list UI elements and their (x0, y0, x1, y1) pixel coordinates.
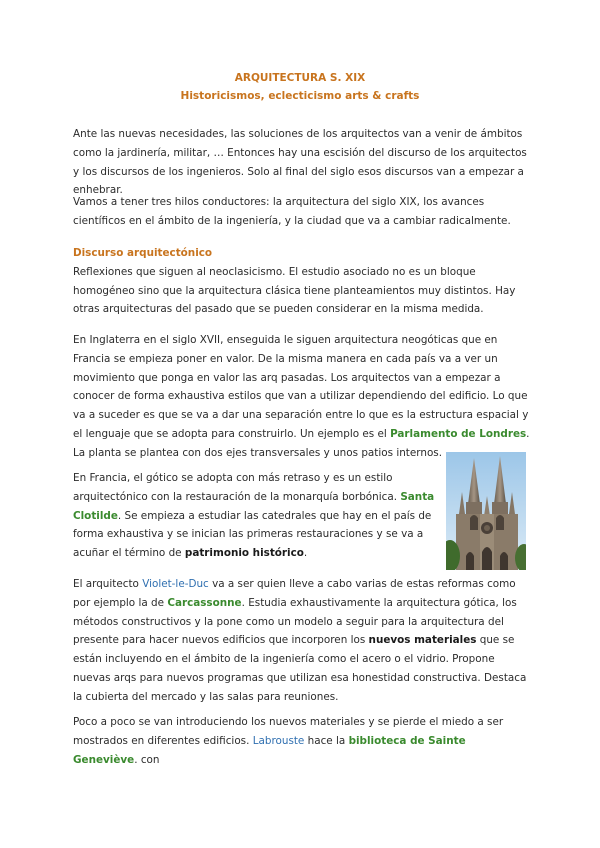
section-heading: Discurso arquitectónico (73, 247, 213, 259)
violet-le-duc-paragraph (73, 575, 533, 707)
cathedral-image (446, 452, 526, 570)
violet-text-1: El arquitecto (73, 578, 143, 590)
document-subtitle: Historicismos, eclecticismo arts & crafts (180, 90, 420, 102)
document-title: ARQUITECTURA S. XIX (234, 72, 366, 84)
link-parlamento-londres[interactable]: Parlamento de Londres (390, 427, 527, 440)
term-nuevos-materiales: nuevos materiales (368, 634, 477, 647)
france-paragraph (73, 469, 441, 563)
france-text: En Francia, el gótico se adopta con más retraso y es un estilo arquitectónico con la restauración de la monarquía borbónica. (73, 472, 401, 503)
section-text: Reflexiones que siguen al neoclasicismo. El estudio asociado no es un bloque homogéneo sino que la arquitectura clásica tiene planteamientos muy distintos. Hay otras arquitecturas del pasado que se pueden considerar en la misma medida. (73, 265, 516, 316)
link-santa-clotilde[interactable]: Santa Clotilde (73, 490, 435, 522)
intro-paragraph: Ante las nuevas necesidades, las soluciones de los arquitectos van a venir de ámbitos como la jardinería, militar, … Entonces hay una escisión del discurso de los arquitectos y los discursos de los ingenieros. Solo al final del siglo esos discursos van a empezar a enhebrar. (73, 128, 527, 197)
labrouste-text-1: Poco a poco se van introduciendo los nuevos materiales y se pierde el miedo a ser mostrados en diferentes edificios. (73, 716, 504, 747)
labrouste-paragraph (73, 713, 533, 769)
term-patrimonio-historico: patrimonio histórico (184, 547, 304, 560)
threads-paragraph: Vamos a tener tres hilos conductores: la arquitectura del siglo XIX, los avances científicos en el ámbito de la ingeniería, y la ciudad que va a cambiar radicalmente. (73, 196, 511, 227)
link-biblioteca-sainte-genevieve[interactable]: biblioteca de Sainte Geneviève (73, 734, 466, 766)
santa-clotilde-photo (446, 452, 526, 570)
england-text-end: . La planta se plantea con dos ejes transversales y unos patios internos. (73, 427, 530, 459)
england-paragraph (73, 331, 533, 463)
labrouste-text-3: . con (134, 753, 160, 766)
link-carcassonne[interactable]: Carcassonne (167, 596, 242, 609)
violet-text-2: va a ser quien lleve a cabo varias de estas reformas como por ejemplo la de (73, 578, 516, 609)
section-architectural-discourse (73, 244, 533, 319)
france-text-middle: . Se empieza a estudiar las catedrales que hay en el país de forma exhaustiva y se inician las primeras restauraciones y se va a acuñar el término de (73, 509, 432, 560)
labrouste-text-2: hace la (304, 734, 349, 747)
france-text-end: . (303, 547, 308, 560)
link-labrouste[interactable]: Labrouste (252, 734, 305, 747)
violet-text-3: . Estudia exhaustivamente la arquitectura gótica, los métodos constructivos y la pone como un modelo a seguir para la arquitectura del presente para hacer nuevos edificios que incorporen los (73, 596, 517, 647)
england-text: En Inglaterra en el siglo XVII, enseguida le siguen arquitectura neogóticas que en Francia se empieza poner en valor. De la misma manera en cada país va a ver un movimiento que ponga en valor las arq pasadas. Los arquitectos van a empezar a conocer de forma exhaustiva estilos que van a utilizar dependiendo del edificio. Lo que va a suceder es que se va a dar una separación entre lo que es la estructura espacial y el lenguaje que se adopta para construirlo. Un ejemplo es el (73, 334, 529, 440)
violet-text-4: que se están incluyendo en el ámbito de la ingeniería como el acero o el vidrio. Propone nuevas arqs para nuevos programas que utilizan esa honestidad constructiva. Destaca la cubierta del mercado y las salas para reuniones. (73, 634, 527, 703)
link-violet-le-duc[interactable]: Violet-le-Duc (142, 578, 209, 590)
